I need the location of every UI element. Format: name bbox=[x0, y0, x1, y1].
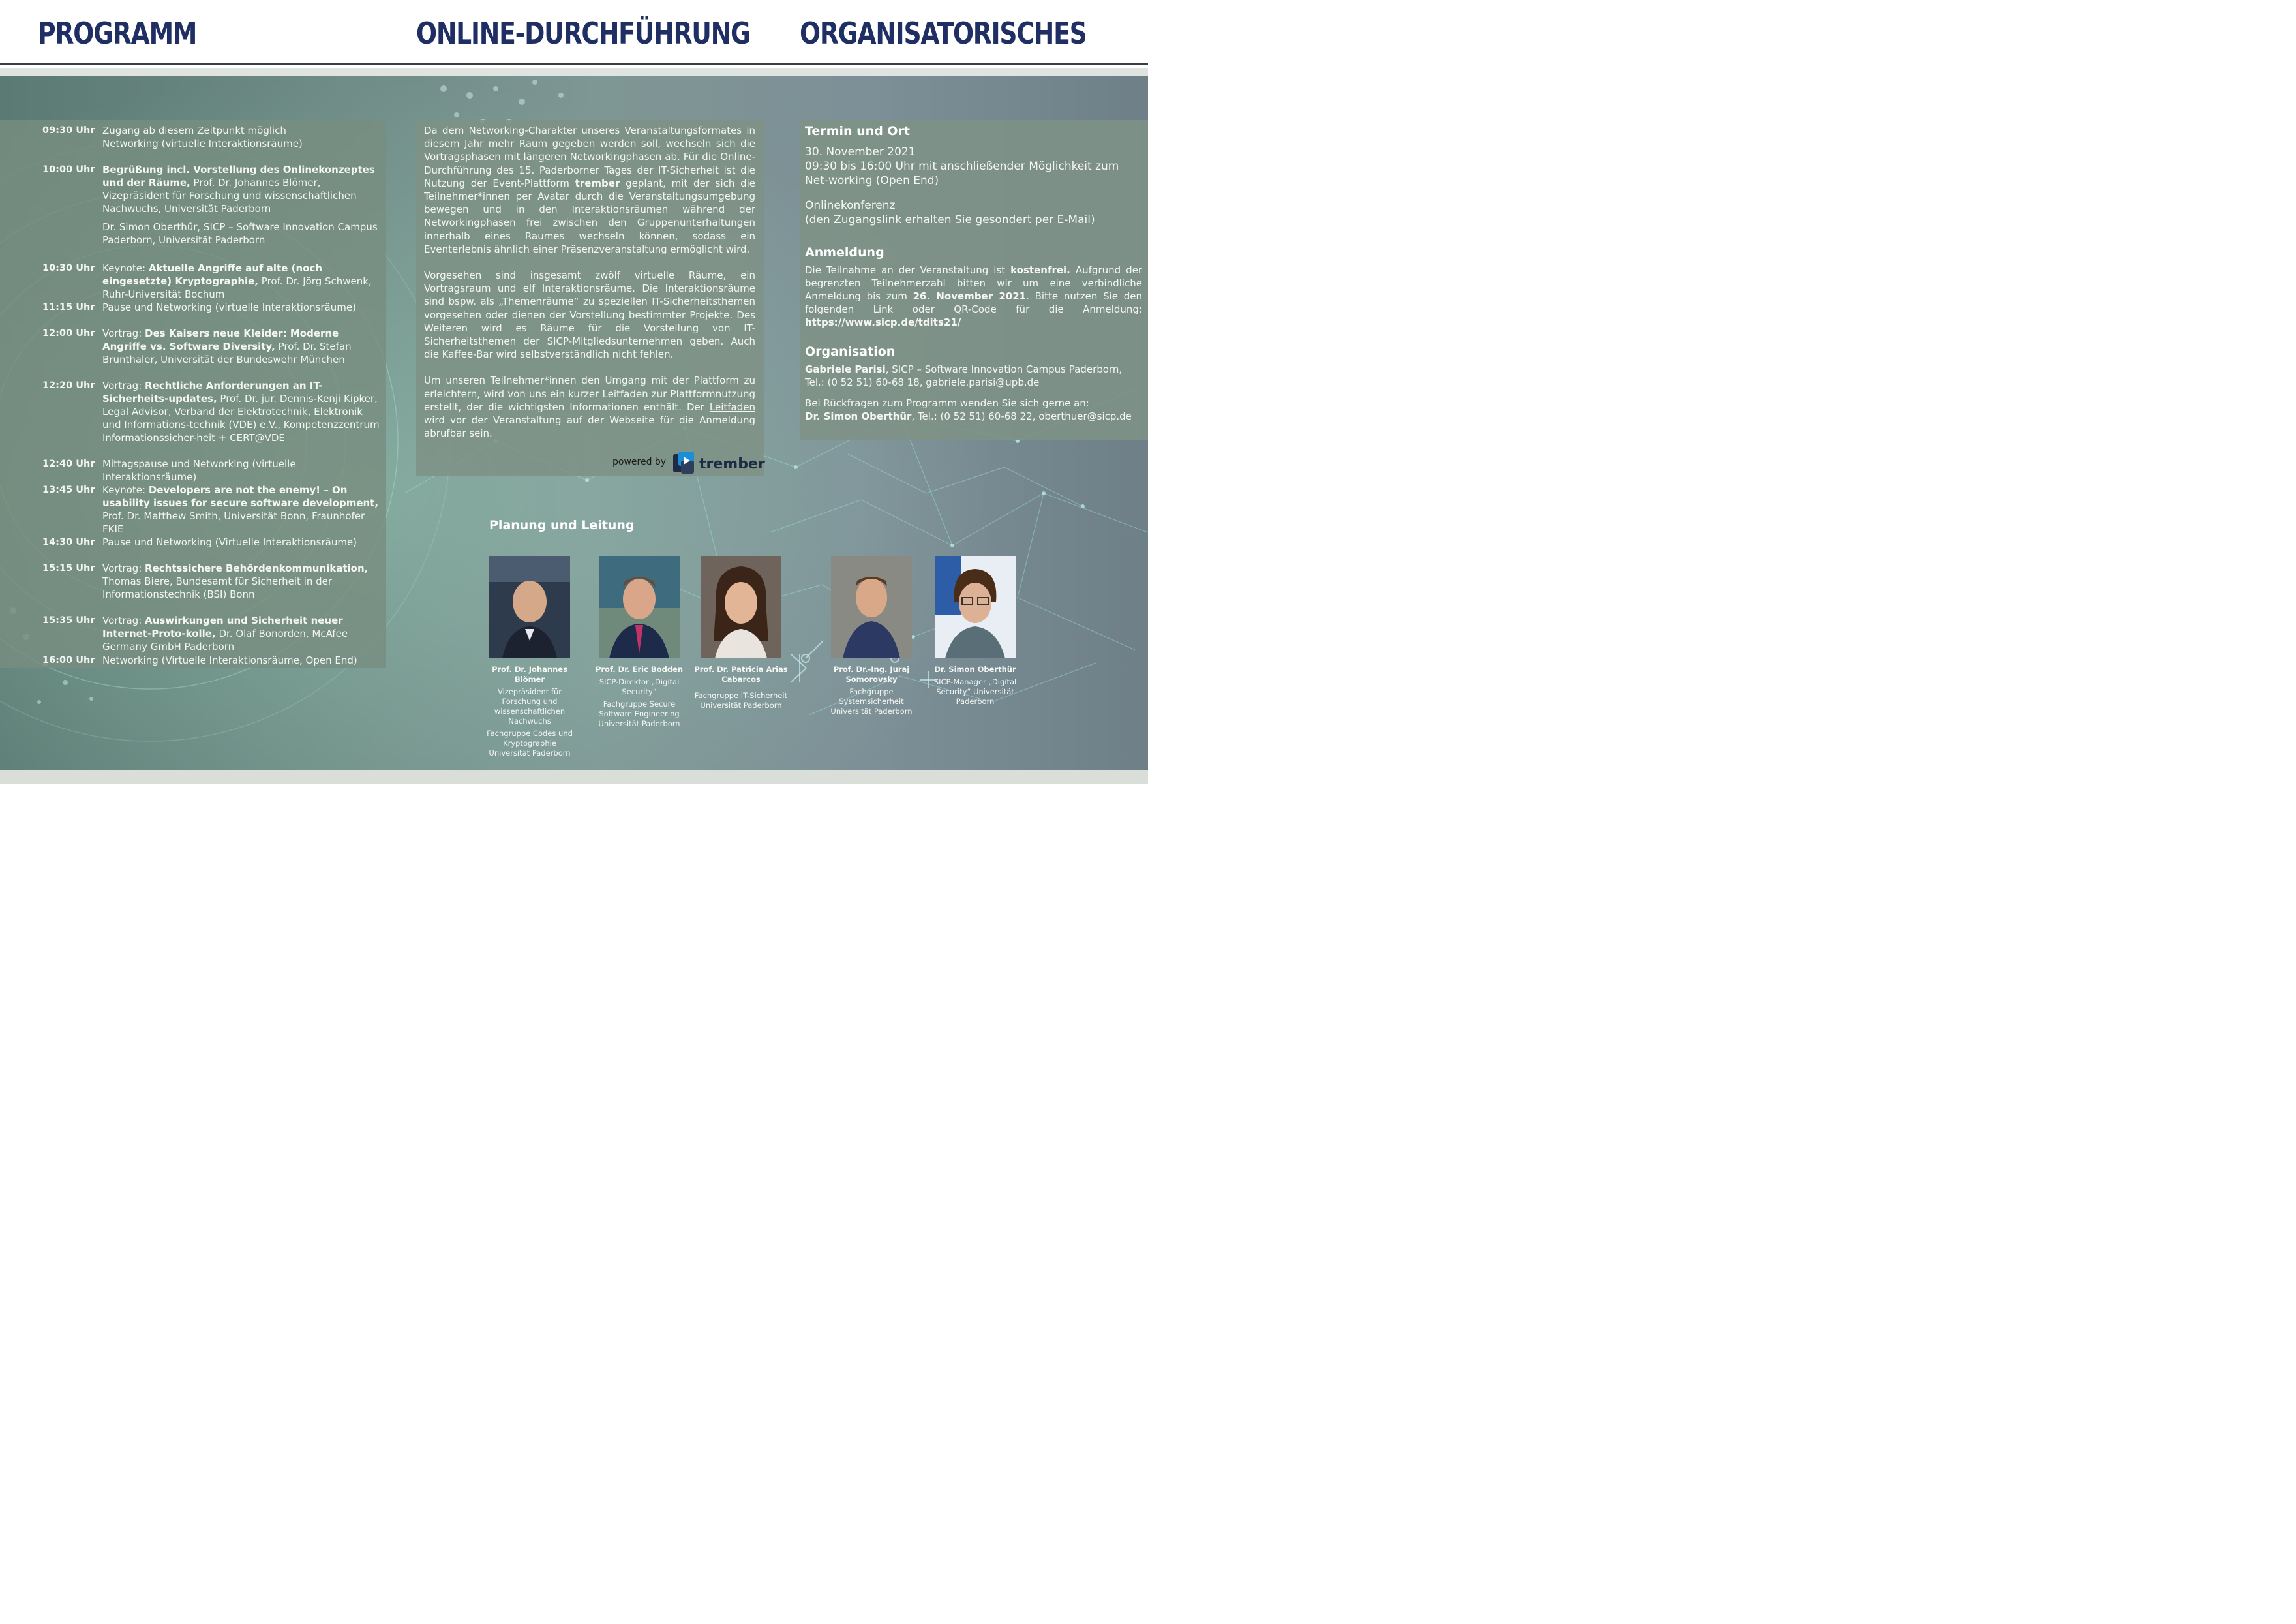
platform-name: trember bbox=[575, 177, 620, 189]
program-text: Pause und Networking (virtuelle Interaktionsräume) bbox=[102, 301, 356, 313]
online-paragraph: Vorgesehen sind insgesamt zwölf virtuelle Räume, ein Vortragsraum und elf Interaktionsräume. Die Interaktionsräume sind bspw. als „Themenräume“ zu speziellen IT-Sicherheitsthemen vorgesehen oder dienen der Vorstellung bestimmter Projekte. Des Weiteren wird es Räume für die Vorstellung von IT-Sicherheitsthemen der SICP-Mitgliedsunternehmen geben. Auch die Kaffee-Bar wird selbstverständlich nicht fehlen. bbox=[424, 269, 755, 361]
program-type: Keynote: bbox=[102, 262, 149, 274]
program-speaker: Dr. Olaf Bonorden, McAfee Germany GmbH Paderborn bbox=[102, 628, 348, 652]
caption-bodden: Prof. Dr. Eric Bodden SICP-Direktor „Digital Security“ Fachgruppe Secure Software Engineering Universität Paderborn bbox=[595, 665, 684, 728]
online-text bbox=[424, 124, 755, 453]
powered-by-label: powered by bbox=[612, 457, 667, 467]
orga-panel bbox=[800, 120, 1148, 440]
program-type: Vortrag: bbox=[102, 380, 145, 391]
caption-somorovsky: Prof. Dr.-Ing. Juraj Somorovsky Fachgruppe Systemsicherheit Universität Paderborn bbox=[830, 665, 913, 716]
program-time: 12:40 Uhr bbox=[42, 459, 95, 469]
footer-band bbox=[0, 770, 1148, 784]
header-divider bbox=[0, 63, 1148, 65]
program-title: Rechtliche Anforderungen an IT-Sicherheits-updates, bbox=[102, 380, 323, 405]
program-title: Aktuelle Angriffe auf alte (noch eingesetzte) Kryptographie, bbox=[102, 262, 322, 287]
anmeldung-section bbox=[805, 245, 1142, 329]
heading-orga: ORGANISATORISCHES bbox=[800, 16, 1087, 51]
program-type: Vortrag: bbox=[102, 615, 145, 626]
program-title: Auswirkungen und Sicherheit neuer Internet-Proto-kolle, bbox=[102, 615, 343, 639]
program-time: 14:30 Uhr bbox=[42, 537, 95, 547]
program-time: 15:35 Uhr bbox=[42, 615, 95, 626]
online-paragraph: Da dem Networking-Charakter unseres Veranstaltungsformates in diesem Jahr mehr Raum gegeben werden soll, wechseln sich die Vortragsphasen mit längeren Networkingphasen ab. Für die Online-Durchführung des 15. Paderborner Tages der IT-Sicherheit ist die Nutzung der Event-Plattform trember geplant, mit der sich die Teilnehmer*innen per Avatar durch die Veranstaltungsumgebung bewegen und in den Interaktionsräumen während der Networkingphasen frei zwischen den Gruppenunterhaltungen innerhalb eines Raumes wechseln können, sodass ein Eventerlebnis ähnlich einer Präsenzveranstaltung ermöglicht wird. bbox=[424, 125, 756, 255]
rueckfragen-text: Bei Rückfragen zum Programm wenden Sie sich gerne an: bbox=[805, 397, 1089, 409]
program-speaker: Thomas Biere, Bundesamt für Sicherheit in der Informationstechnik (BSI) Bonn bbox=[102, 575, 333, 600]
program-time: 13:45 Uhr bbox=[42, 485, 95, 495]
program-type: Keynote: bbox=[102, 484, 149, 496]
program-text: Pause und Networking (Virtuelle Interaktionsräume) bbox=[102, 536, 357, 548]
organisation-contact: Gabriele Parisi, SICP – Software Innovation Campus Paderborn, bbox=[805, 363, 1123, 375]
online-panel bbox=[416, 120, 764, 476]
anmeldung-title: Anmeldung bbox=[805, 245, 884, 260]
caption-arias-cabarcos: Prof. Dr. Patricia Arias Cabarcos Fachgruppe IT-Sicherheit Universität Paderborn bbox=[694, 665, 788, 710]
program-time: 12:20 Uhr bbox=[42, 380, 95, 391]
program-text: Mittagspause und Networking (virtuelle Interaktionsräume) bbox=[102, 458, 296, 483]
program-title: Rechtssichere Behördenkommunikation, bbox=[145, 562, 369, 574]
photo-bodden bbox=[599, 556, 680, 658]
leitfaden-link[interactable]: Leitfaden bbox=[709, 401, 755, 413]
program-time: 10:30 Uhr bbox=[42, 263, 95, 273]
program-text: Networking (Virtuelle Interaktionsräume, Open End) bbox=[102, 654, 357, 666]
termin-title: Termin und Ort bbox=[805, 124, 911, 138]
caption-oberthuer: Dr. Simon Oberthür SICP-Manager „Digital Security“ Universität Paderborn bbox=[933, 665, 1017, 706]
organisation-title: Organisation bbox=[805, 345, 896, 359]
program-time: 10:00 Uhr bbox=[42, 164, 95, 175]
program-time: 12:00 Uhr bbox=[42, 328, 95, 339]
header-band bbox=[0, 68, 1148, 76]
photo-arias-cabarcos bbox=[701, 556, 781, 658]
trember-logo-text: trember bbox=[699, 456, 765, 472]
termin-section bbox=[805, 124, 1142, 227]
event-date: 30. November 2021 bbox=[805, 146, 916, 159]
online-paragraph: Um unseren Teilnehmer*innen den Umgang mit der Plattform zu erleichtern, wird von uns ein kurzer Leitfaden zur Plattformnutzung erstellt, der die wichtigsten Informationen enthält. Der Leitfaden wird vor der Veranstaltung auf der Webseite für die Anmeldung abrufbar sein. bbox=[424, 375, 755, 440]
program-speaker: Prof. Dr. Jörg Schwenk, Ruhr-Universität Bochum bbox=[102, 275, 372, 300]
program-title: Begrüßung incl. Vorstellung des Onlinekonzeptes und der Räume, bbox=[102, 164, 375, 189]
organisation-section bbox=[805, 345, 1142, 423]
planung-title: Planung und Leitung bbox=[489, 518, 635, 532]
trember-logo bbox=[672, 450, 765, 476]
program-speaker: Prof. Dr. Stefan Brunthaler, Universität der Bundeswehr München bbox=[102, 341, 352, 365]
photo-somorovsky bbox=[831, 556, 912, 658]
event-time: 09:30 bis 16:00 Uhr mit anschließender Möglichkeit zum Net-working (Open End) bbox=[805, 160, 1119, 187]
program-title: Des Kaisers neue Kleider: Moderne Angriffe vs. Software Diversity, bbox=[102, 328, 339, 352]
program-speaker: Prof. Dr. Johannes Blömer, Vizepräsident für Forschung und wissenschaftlichen Nachwuchs, Universität Paderborn bbox=[102, 177, 357, 215]
program-text: Zugang ab diesem Zeitpunkt möglich bbox=[102, 125, 286, 136]
program-time: 09:30 Uhr bbox=[42, 125, 95, 136]
program-time: 16:00 Uhr bbox=[42, 655, 95, 666]
anmeldung-text: Die Teilnahme an der Veranstaltung ist kostenfrei. Aufgrund der begrenzten Teilnehmerzahl bitten wir um eine verbindliche Anmeldung bis zum 26. November 2021. Bitte nutzen Sie den folgenden Link oder QR-Code für die Anmeldung: https://www.sicp.de/tdits21/ bbox=[805, 264, 1143, 328]
program-type: Vortrag: bbox=[102, 328, 145, 339]
organisation-phone: Tel.: (0 52 51) 60-68 18, gabriele.parisi@upb.de bbox=[805, 376, 1040, 388]
program-title: Developers are not the enemy! – On usability issues for secure software development, bbox=[102, 484, 379, 509]
header-bar bbox=[0, 0, 1148, 64]
event-format: Onlinekonferenz bbox=[805, 199, 896, 212]
program-type: Vortrag: bbox=[102, 562, 145, 574]
photo-oberthuer bbox=[935, 556, 1016, 658]
program-speaker: Prof. Dr. jur. Dennis-Kenji Kipker, Legal Advisor, Verband der Elektrotechnik, Elektronik und Informations-technik (VDE) e.V., Kompetenzzentrum Informationssicher-heit + CERT@VDE bbox=[102, 393, 380, 444]
photo-bloemer bbox=[489, 556, 570, 658]
program-time: 11:15 Uhr bbox=[42, 302, 95, 313]
event-format-note: (den Zugangslink erhalten Sie gesondert per E-Mail) bbox=[805, 213, 1095, 226]
program-speaker-extra: Dr. Simon Oberthür, SICP – Software Innovation Campus Paderborn, Universität Paderborn bbox=[102, 221, 378, 246]
heading-online: ONLINE-DURCHFÜHRUNG bbox=[416, 16, 750, 51]
program-time: 15:15 Uhr bbox=[42, 563, 95, 574]
heading-programm: PROGRAMM bbox=[38, 16, 197, 51]
registration-link[interactable]: https://www.sicp.de/tdits21/ bbox=[805, 316, 961, 328]
caption-bloemer: Prof. Dr. Johannes Blömer Vizepräsident für Forschung und wissenschaftlichen Nachwuchs Fachgruppe Codes und Kryptographie Universität Paderborn bbox=[487, 665, 573, 758]
program-text: Networking (virtuelle Interaktionsräume) bbox=[102, 138, 303, 149]
rueckfragen-contact: Dr. Simon Oberthür, Tel.: (0 52 51) 60-68 22, oberthuer@sicp.de bbox=[805, 410, 1132, 422]
program-speaker: Prof. Dr. Matthew Smith, Universität Bonn, Fraunhofer FKIE bbox=[102, 510, 365, 535]
